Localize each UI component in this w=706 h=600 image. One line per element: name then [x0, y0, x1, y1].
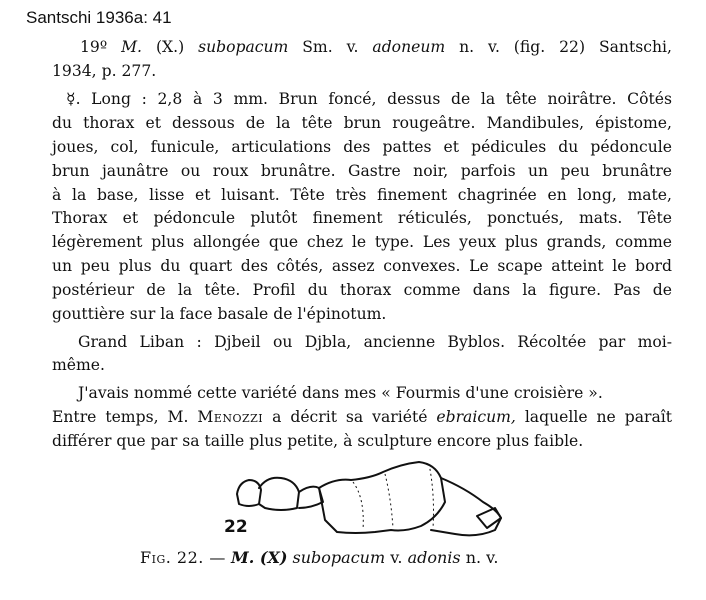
caption-variety: adonis: [407, 548, 461, 567]
entry-genus: M.: [121, 38, 143, 56]
description-line: du thorax et dessous de la tête brun rougeâtre. Mandibules, épistome,: [52, 114, 672, 132]
entry-number: 19º: [80, 38, 108, 56]
description-line: légèrement plus allongée que chez le type. Les yeux plus grands, comme: [52, 233, 672, 251]
description-line: à la base, lisse et luisant. Tête très finement chagrinée en long, mate,: [52, 186, 672, 204]
entry-title-line: [80, 40, 672, 56]
page-header-citation: Santschi 1936a: 41: [26, 8, 172, 27]
entry-species: subopacum: [198, 38, 289, 56]
ant-profile-figure: [215, 458, 505, 540]
remark-line: J'avais nommé cette variété dans mes « Fourmis d'une croisière ».: [78, 384, 603, 402]
remark-text: a décrit sa variété: [272, 408, 428, 426]
species-name: ebraicum,: [436, 408, 516, 426]
author-name: Menozzi: [197, 408, 264, 426]
remark-line: [52, 410, 672, 426]
caption-species: subopacum: [292, 548, 386, 567]
figure-caption: [140, 548, 498, 567]
description-line: ☿. Long : 2,8 à 3 mm. Brun foncé, dessus de la tête noirâtre. Côtés: [66, 90, 672, 108]
caption-prefix: Fig. 22. —: [140, 548, 226, 567]
description-line: gouttière sur la face basale de l'épinotum.: [52, 305, 387, 323]
entry-subgenus: (X.): [155, 38, 185, 56]
entry-year-page: 1934, p. 277.: [52, 62, 157, 80]
remark-line: différer que par sa taille plus petite, à sculpture encore plus faible.: [52, 432, 584, 450]
caption-genus: M. (X): [231, 548, 288, 567]
description-line: joues, col, funicule, articulations des pattes et pédicules du pédoncule: [52, 138, 672, 156]
description-line: postérieur de la tête. Profil du thorax comme dans la figure. Pas de: [52, 281, 672, 299]
description-line: brun jaunâtre ou roux brunâtre. Gastre noir, parfois un peu brunâtre: [52, 162, 672, 180]
entry-variety: adoneum: [372, 38, 446, 56]
remark-text: Entre temps, M.: [52, 408, 189, 426]
locality-line: même.: [52, 356, 105, 374]
description-line: un peu plus du quart des côtés, assez convexes. Le scape atteint le bord: [52, 257, 672, 275]
entry-author: Sm. v.: [302, 38, 359, 56]
entry-status: n. v. (fig. 22) Santschi,: [459, 38, 672, 56]
figure-number-label: 22: [224, 517, 248, 537]
caption-suffix: n. v.: [465, 548, 499, 567]
remark-text: laquelle ne paraît: [524, 408, 672, 426]
locality-line: Grand Liban : Djbeil ou Djbla, ancienne Byblos. Récoltée par moi-: [78, 333, 672, 351]
description-line: Thorax et pédoncule plutôt finement réticulés, ponctués, mats. Tête: [52, 209, 672, 227]
caption-mid: v.: [390, 548, 403, 567]
